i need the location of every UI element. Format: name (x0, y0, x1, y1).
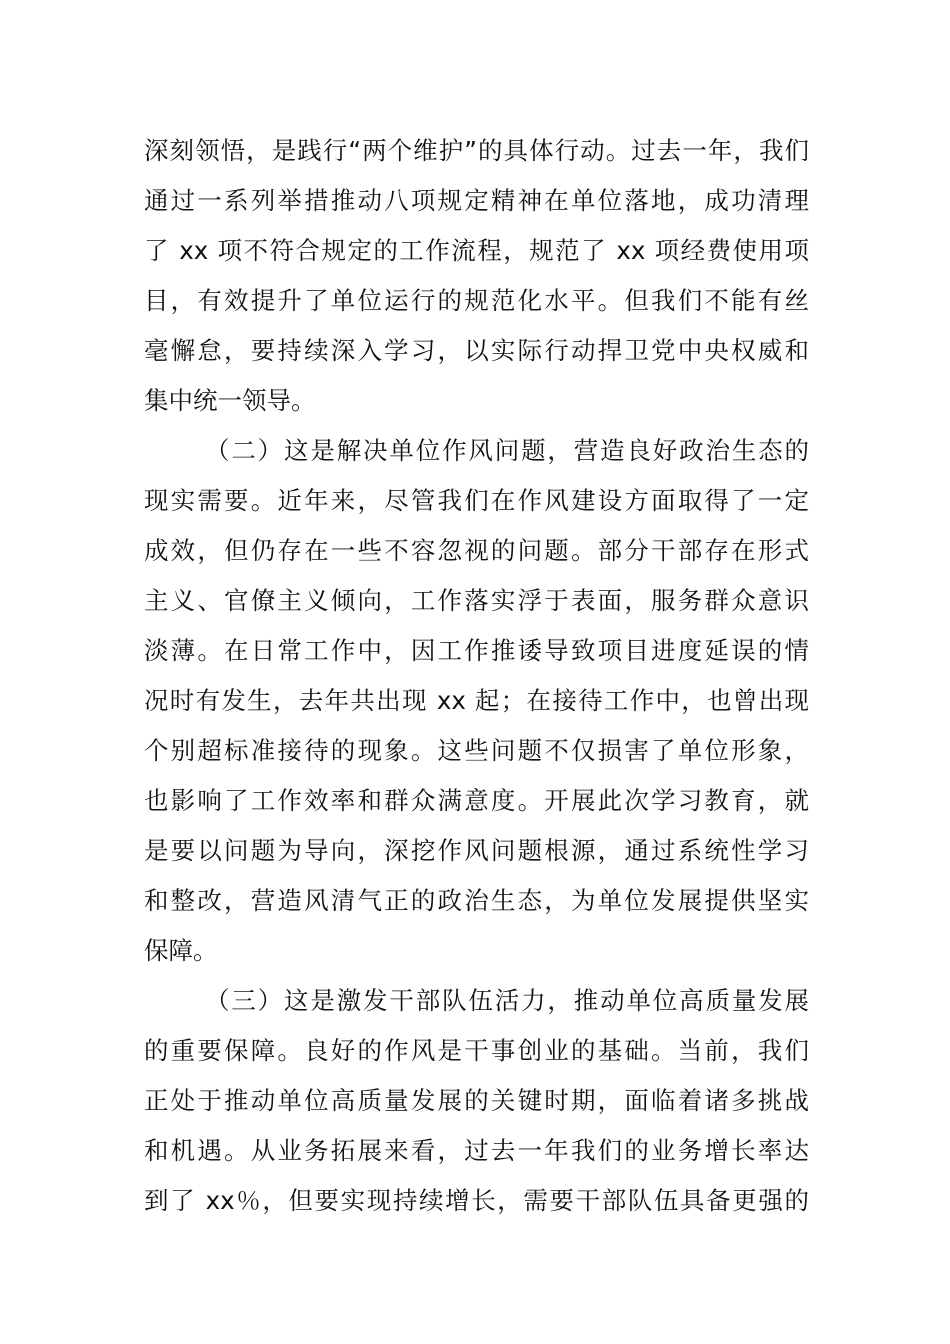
text-line: 况时有发生，去年共出现 xx 起；在接待工作中，也曾出现 (144, 686, 809, 715)
text-line: 现实需要。近年来，尽管我们在作风建设方面取得了一定 (144, 486, 809, 515)
document-body (144, 126, 809, 1226)
section-heading-line: （三）这是激发干部队伍活力，推动单位高质量发展 (205, 986, 809, 1015)
text-line: 正处于推动单位高质量发展的关键时期，面临着诸多挑战 (144, 1086, 809, 1115)
text-line: 集中统一领导。 (144, 386, 316, 415)
text-line: 了 xx 项不符合规定的工作流程，规范了 xx 项经费使用项 (144, 236, 809, 265)
text-line: 主义、官僚主义倾向，工作落实浮于表面，服务群众意识 (144, 586, 809, 615)
text-line: 淡薄。在日常工作中，因工作推诿导致项目进度延误的情 (144, 636, 809, 665)
text-line: 通过一系列举措推动八项规定精神在单位落地，成功清理 (144, 186, 809, 215)
text-line: 是要以问题为导向，深挖作风问题根源，通过系统性学习 (144, 836, 809, 865)
text-line: 成效，但仍存在一些不容忽视的问题。部分干部存在形式 (144, 536, 809, 565)
text-line: 保障。 (144, 936, 218, 965)
text-line: 深刻领悟，是践行“两个维护”的具体行动。过去一年，我们 (144, 136, 809, 165)
text-line: 也影响了工作效率和群众满意度。开展此次学习教育，就 (144, 786, 809, 815)
text-line: 目，有效提升了单位运行的规范化水平。但我们不能有丝 (144, 286, 809, 315)
text-line: 的重要保障。良好的作风是干事创业的基础。当前，我们 (144, 1036, 809, 1065)
text-line: 到了 xx％，但要实现持续增长，需要干部队伍具备更强的 (144, 1186, 809, 1215)
section-heading-line: （二）这是解决单位作风问题，营造良好政治生态的 (205, 436, 809, 465)
text-line: 毫懈怠，要持续深入学习，以实际行动捍卫党中央权威和 (144, 336, 809, 365)
text-line: 和机遇。从业务拓展来看，过去一年我们的业务增长率达 (144, 1136, 809, 1165)
text-line: 和整改，营造风清气正的政治生态，为单位发展提供坚实 (144, 886, 809, 915)
text-line: 个别超标准接待的现象。这些问题不仅损害了单位形象， (144, 736, 809, 765)
